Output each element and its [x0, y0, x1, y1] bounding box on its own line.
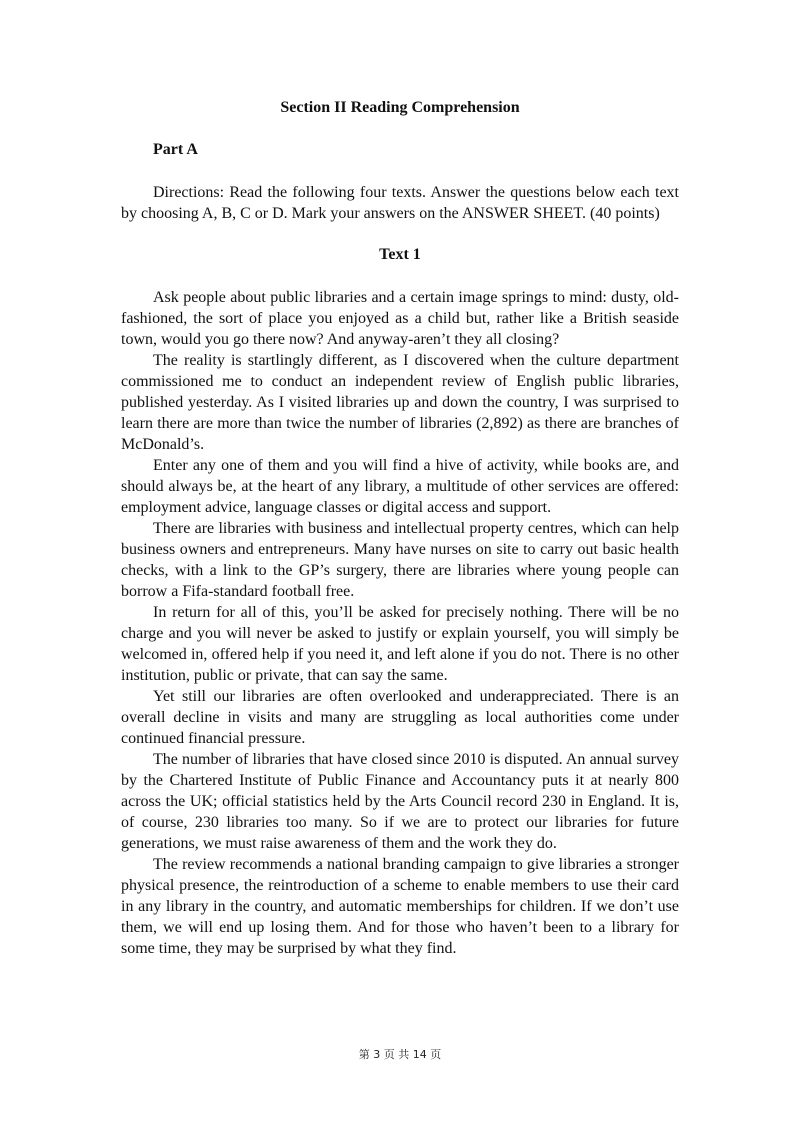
passage-paragraph: The review recommends a national branding campaign to give libraries a stronger physical presence, the reintroduction of a scheme to enable members to use their card in any library in the country, and automatic memberships for children. If we don’t use them, we will end up losing them. And for those who haven’t been to a library for some time, they may be surprised by what they find.	[121, 856, 679, 957]
directions-text: Directions: Read the following four texts. Answer the questions below each text by choosing A, B, C or D. Mark your answers on the ANSWER SHEET. (40 points)	[121, 184, 679, 222]
passage-paragraph: The reality is startlingly different, as I discovered when the culture department commissioned me to conduct an independent review of English public libraries, published yesterday. As I visited libraries up and down the country, I was surprised to learn there are more than twice the number of libraries (2,892) as there are branches of McDonald’s.	[121, 352, 679, 453]
passage-paragraph: In return for all of this, you’ll be asked for precisely nothing. There will be no charge and you will never be asked to justify or explain yourself, you will simply be welcomed in, offered help if you need it, and left alone if you do not. There is no other institution, public or private, that can say the same.	[121, 604, 679, 684]
passage-paragraph: The number of libraries that have closed since 2010 is disputed. An annual survey by the Chartered Institute of Public Finance and Accountancy puts it at nearly 800 across the UK; official statistics held by the Arts Council record 230 in England. It is, of course, 230 libraries too many. So if we are to protect our libraries for future generations, we must raise awareness of them and the work they do.	[121, 751, 679, 852]
reading-passage	[121, 287, 679, 959]
text-title: Text 1	[379, 246, 421, 263]
page-number-footer: 第 3 页 共 14 页	[358, 1048, 442, 1061]
part-label: Part A	[153, 141, 198, 158]
section-title: Section II Reading Comprehension	[280, 99, 520, 116]
passage-paragraph: Yet still our libraries are often overlooked and underappreciated. There is an overall decline in visits and many are struggling as local authorities come under continued financial pressure.	[121, 688, 679, 747]
document-page	[121, 0, 679, 1130]
passage-paragraph: There are libraries with business and intellectual property centres, which can help business owners and entrepreneurs. Many have nurses on site to carry out basic health checks, with a link to the GP’s surgery, there are libraries where young people can borrow a Fifa-standard football free.	[121, 520, 679, 600]
passage-paragraph: Ask people about public libraries and a certain image springs to mind: dusty, old-fashioned, the sort of place you enjoyed as a child but, rather like a British seaside town, would you go there now? And anyway-aren’t they all closing?	[121, 289, 679, 348]
passage-paragraph: Enter any one of them and you will find a hive of activity, while books are, and should always be, at the heart of any library, a multitude of other services are offered: employment advice, language classes or digital access and support.	[121, 457, 679, 516]
